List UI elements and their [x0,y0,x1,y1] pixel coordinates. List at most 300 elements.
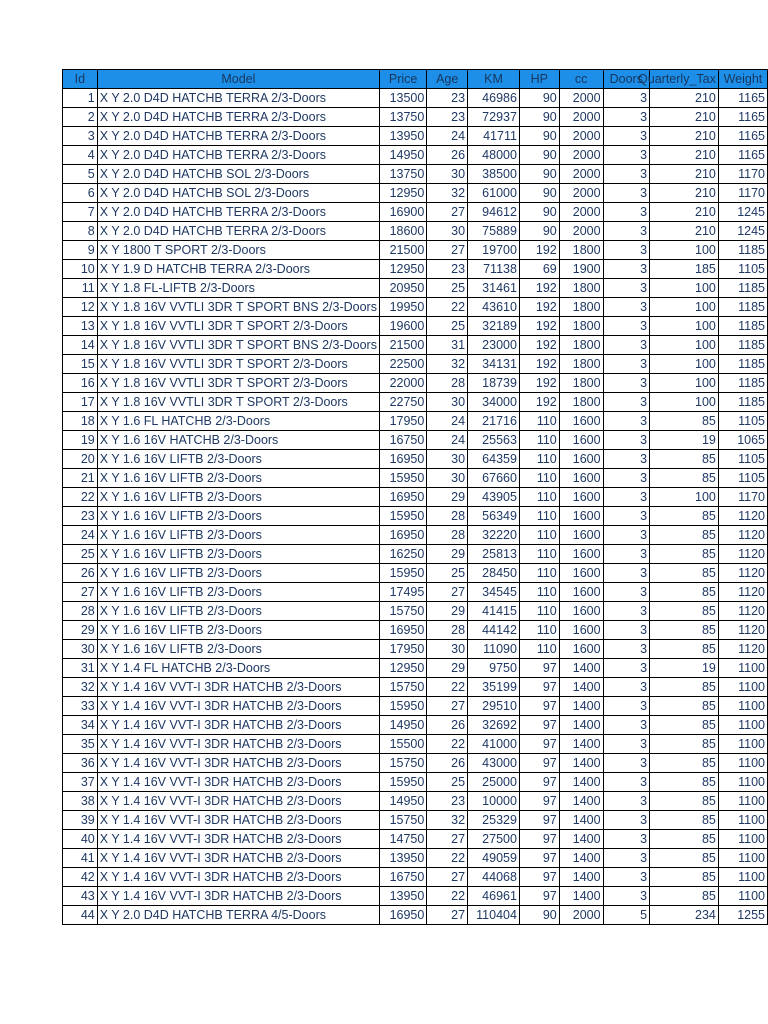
cell-age[interactable]: 23 [427,108,468,127]
cell-model[interactable]: X Y 1.6 16V LIFTB 2/3-Doors [97,602,379,621]
cell-doors[interactable]: 3 [603,697,649,716]
cell-age[interactable]: 26 [427,716,468,735]
cell-km[interactable]: 75889 [468,222,520,241]
cell-cc[interactable]: 2000 [559,89,603,108]
cell-id[interactable]: 42 [63,868,98,887]
cell-quarterly-tax[interactable]: 85 [650,773,719,792]
cell-hp[interactable]: 97 [519,735,559,754]
cell-id[interactable]: 20 [63,450,98,469]
cell-km[interactable]: 34545 [468,583,520,602]
cell-doors[interactable]: 3 [603,640,649,659]
cell-km[interactable]: 44068 [468,868,520,887]
cell-km[interactable]: 64359 [468,450,520,469]
cell-id[interactable]: 26 [63,564,98,583]
cell-weight[interactable]: 1120 [718,621,767,640]
cell-model[interactable]: X Y 1.6 16V LIFTB 2/3-Doors [97,564,379,583]
cell-hp[interactable]: 90 [519,222,559,241]
cell-cc[interactable]: 1600 [559,488,603,507]
cell-weight[interactable]: 1105 [718,412,767,431]
cell-hp[interactable]: 90 [519,906,559,925]
cell-quarterly-tax[interactable]: 85 [650,583,719,602]
cell-age[interactable]: 32 [427,811,468,830]
cell-cc[interactable]: 1600 [559,621,603,640]
cell-km[interactable]: 34000 [468,393,520,412]
cell-weight[interactable]: 1120 [718,545,767,564]
cell-id[interactable]: 30 [63,640,98,659]
cell-model[interactable]: X Y 1.6 16V LIFTB 2/3-Doors [97,583,379,602]
cell-price[interactable]: 18600 [379,222,426,241]
cell-age[interactable]: 30 [427,450,468,469]
cell-price[interactable]: 16950 [379,488,426,507]
cell-cc[interactable]: 1800 [559,374,603,393]
cell-hp[interactable]: 97 [519,754,559,773]
cell-age[interactable]: 22 [427,735,468,754]
cell-id[interactable]: 29 [63,621,98,640]
cell-doors[interactable]: 3 [603,317,649,336]
cell-id[interactable]: 17 [63,393,98,412]
cell-weight[interactable]: 1185 [718,393,767,412]
cell-model[interactable]: X Y 1.4 16V VVT-I 3DR HATCHB 2/3-Doors [97,811,379,830]
cell-price[interactable]: 15750 [379,602,426,621]
cell-km[interactable]: 43000 [468,754,520,773]
cell-km[interactable]: 44142 [468,621,520,640]
cell-model[interactable]: X Y 1.4 16V VVT-I 3DR HATCHB 2/3-Doors [97,887,379,906]
cell-weight[interactable]: 1100 [718,659,767,678]
cell-cc[interactable]: 1800 [559,298,603,317]
cell-price[interactable]: 19950 [379,298,426,317]
cell-age[interactable]: 22 [427,298,468,317]
cell-id[interactable]: 12 [63,298,98,317]
cell-price[interactable]: 12950 [379,659,426,678]
cell-cc[interactable]: 1600 [559,507,603,526]
cell-weight[interactable]: 1120 [718,564,767,583]
cell-weight[interactable]: 1185 [718,336,767,355]
cell-age[interactable]: 25 [427,279,468,298]
cell-doors[interactable]: 3 [603,165,649,184]
cell-quarterly-tax[interactable]: 210 [650,108,719,127]
cell-weight[interactable]: 1100 [718,849,767,868]
cell-age[interactable]: 31 [427,336,468,355]
cell-hp[interactable]: 90 [519,89,559,108]
cell-weight[interactable]: 1120 [718,640,767,659]
cell-doors[interactable]: 3 [603,811,649,830]
cell-model[interactable]: X Y 2.0 D4D HATCHB TERRA 2/3-Doors [97,108,379,127]
cell-price[interactable]: 16750 [379,868,426,887]
cell-doors[interactable]: 5 [603,906,649,925]
cell-id[interactable]: 27 [63,583,98,602]
cell-km[interactable]: 49059 [468,849,520,868]
cell-cc[interactable]: 1400 [559,849,603,868]
cell-doors[interactable]: 3 [603,849,649,868]
cell-age[interactable]: 30 [427,165,468,184]
cell-quarterly-tax[interactable]: 85 [650,450,719,469]
cell-id[interactable]: 28 [63,602,98,621]
cell-id[interactable]: 6 [63,184,98,203]
cell-hp[interactable]: 97 [519,830,559,849]
cell-weight[interactable]: 1185 [718,355,767,374]
cell-hp[interactable]: 110 [519,412,559,431]
cell-weight[interactable]: 1170 [718,488,767,507]
cell-doors[interactable]: 3 [603,127,649,146]
cell-hp[interactable]: 97 [519,678,559,697]
cell-id[interactable]: 10 [63,260,98,279]
cell-cc[interactable]: 1400 [559,754,603,773]
cell-quarterly-tax[interactable]: 85 [650,716,719,735]
cell-id[interactable]: 33 [63,697,98,716]
cell-model[interactable]: X Y 2.0 D4D HATCHB SOL 2/3-Doors [97,184,379,203]
cell-weight[interactable]: 1100 [718,754,767,773]
cell-quarterly-tax[interactable]: 234 [650,906,719,925]
cell-weight[interactable]: 1100 [718,811,767,830]
cell-doors[interactable]: 3 [603,393,649,412]
cell-model[interactable]: X Y 1.4 16V VVT-I 3DR HATCHB 2/3-Doors [97,678,379,697]
cell-quarterly-tax[interactable]: 19 [650,431,719,450]
cell-doors[interactable]: 3 [603,830,649,849]
cell-doors[interactable]: 3 [603,89,649,108]
cell-quarterly-tax[interactable]: 100 [650,241,719,260]
cell-weight[interactable]: 1100 [718,830,767,849]
cell-id[interactable]: 15 [63,355,98,374]
cell-cc[interactable]: 1400 [559,811,603,830]
cell-hp[interactable]: 110 [519,507,559,526]
cell-doors[interactable]: 3 [603,887,649,906]
cell-quarterly-tax[interactable]: 210 [650,222,719,241]
cell-doors[interactable]: 3 [603,241,649,260]
cell-price[interactable]: 17950 [379,640,426,659]
cell-hp[interactable]: 97 [519,868,559,887]
cell-model[interactable]: X Y 1.6 16V LIFTB 2/3-Doors [97,545,379,564]
cell-weight[interactable]: 1120 [718,583,767,602]
cell-age[interactable]: 30 [427,640,468,659]
cell-age[interactable]: 32 [427,184,468,203]
cell-doors[interactable]: 3 [603,545,649,564]
cell-hp[interactable]: 110 [519,602,559,621]
cell-doors[interactable]: 3 [603,146,649,165]
cell-price[interactable]: 14950 [379,792,426,811]
cell-id[interactable]: 16 [63,374,98,393]
header-cell-id[interactable]: Id [63,70,98,89]
cell-cc[interactable]: 1400 [559,868,603,887]
cell-id[interactable]: 35 [63,735,98,754]
cell-id[interactable]: 43 [63,887,98,906]
cell-weight[interactable]: 1120 [718,526,767,545]
cell-hp[interactable]: 192 [519,355,559,374]
cell-weight[interactable]: 1100 [718,735,767,754]
cell-quarterly-tax[interactable]: 19 [650,659,719,678]
cell-age[interactable]: 29 [427,602,468,621]
cell-model[interactable]: X Y 1.6 16V LIFTB 2/3-Doors [97,507,379,526]
cell-quarterly-tax[interactable]: 210 [650,203,719,222]
cell-price[interactable]: 16900 [379,203,426,222]
cell-model[interactable]: X Y 1.8 16V VVTLI 3DR T SPORT BNS 2/3-Doors [97,298,379,317]
cell-quarterly-tax[interactable]: 85 [650,792,719,811]
cell-hp[interactable]: 97 [519,716,559,735]
cell-km[interactable]: 41000 [468,735,520,754]
cell-hp[interactable]: 90 [519,165,559,184]
cell-id[interactable]: 22 [63,488,98,507]
cell-cc[interactable]: 1400 [559,678,603,697]
cell-doors[interactable]: 3 [603,298,649,317]
cell-model[interactable]: X Y 1.6 16V LIFTB 2/3-Doors [97,526,379,545]
cell-price[interactable]: 15500 [379,735,426,754]
cell-age[interactable]: 26 [427,754,468,773]
cell-quarterly-tax[interactable]: 210 [650,184,719,203]
cell-model[interactable]: X Y 1.6 16V LIFTB 2/3-Doors [97,621,379,640]
cell-model[interactable]: X Y 1.4 16V VVT-I 3DR HATCHB 2/3-Doors [97,716,379,735]
cell-quarterly-tax[interactable]: 85 [650,564,719,583]
cell-model[interactable]: X Y 1.8 16V VVTLI 3DR T SPORT 2/3-Doors [97,393,379,412]
cell-km[interactable]: 46961 [468,887,520,906]
cell-cc[interactable]: 1400 [559,887,603,906]
cell-price[interactable]: 14950 [379,146,426,165]
cell-hp[interactable]: 90 [519,108,559,127]
cell-age[interactable]: 29 [427,659,468,678]
cell-model[interactable]: X Y 1.4 FL HATCHB 2/3-Doors [97,659,379,678]
cell-model[interactable]: X Y 1.4 16V VVT-I 3DR HATCHB 2/3-Doors [97,754,379,773]
cell-id[interactable]: 24 [63,526,98,545]
cell-price[interactable]: 12950 [379,260,426,279]
cell-doors[interactable]: 3 [603,412,649,431]
cell-quarterly-tax[interactable]: 85 [650,412,719,431]
cell-quarterly-tax[interactable]: 100 [650,279,719,298]
cell-hp[interactable]: 90 [519,203,559,222]
cell-hp[interactable]: 110 [519,488,559,507]
cell-price[interactable]: 16950 [379,621,426,640]
cell-km[interactable]: 94612 [468,203,520,222]
cell-id[interactable]: 38 [63,792,98,811]
cell-quarterly-tax[interactable]: 100 [650,336,719,355]
cell-cc[interactable]: 2000 [559,906,603,925]
cell-weight[interactable]: 1165 [718,89,767,108]
cell-price[interactable]: 15950 [379,564,426,583]
cell-hp[interactable]: 110 [519,526,559,545]
cell-price[interactable]: 13950 [379,127,426,146]
cell-km[interactable]: 41415 [468,602,520,621]
cell-id[interactable]: 40 [63,830,98,849]
cell-cc[interactable]: 1400 [559,659,603,678]
cell-model[interactable]: X Y 1.4 16V VVT-I 3DR HATCHB 2/3-Doors [97,792,379,811]
cell-id[interactable]: 8 [63,222,98,241]
cell-weight[interactable]: 1185 [718,241,767,260]
cell-quarterly-tax[interactable]: 100 [650,298,719,317]
cell-id[interactable]: 13 [63,317,98,336]
cell-model[interactable]: X Y 1.8 FL-LIFTB 2/3-Doors [97,279,379,298]
cell-price[interactable]: 13750 [379,165,426,184]
cell-age[interactable]: 26 [427,146,468,165]
cell-weight[interactable]: 1165 [718,127,767,146]
cell-price[interactable]: 15750 [379,754,426,773]
cell-cc[interactable]: 1600 [559,412,603,431]
cell-km[interactable]: 25813 [468,545,520,564]
cell-km[interactable]: 29510 [468,697,520,716]
cell-model[interactable]: X Y 1.6 16V LIFTB 2/3-Doors [97,640,379,659]
cell-model[interactable]: X Y 2.0 D4D HATCHB TERRA 2/3-Doors [97,127,379,146]
cell-hp[interactable]: 110 [519,640,559,659]
cell-quarterly-tax[interactable]: 85 [650,849,719,868]
cell-id[interactable]: 1 [63,89,98,108]
cell-price[interactable]: 13950 [379,887,426,906]
cell-cc[interactable]: 1800 [559,317,603,336]
cell-km[interactable]: 27500 [468,830,520,849]
cell-quarterly-tax[interactable]: 85 [650,868,719,887]
cell-id[interactable]: 9 [63,241,98,260]
cell-cc[interactable]: 1600 [559,583,603,602]
cell-hp[interactable]: 192 [519,393,559,412]
cell-quarterly-tax[interactable]: 100 [650,355,719,374]
cell-model[interactable]: X Y 1.8 16V VVTLI 3DR T SPORT 2/3-Doors [97,355,379,374]
cell-quarterly-tax[interactable]: 85 [650,697,719,716]
header-cell-model[interactable]: Model [97,70,379,89]
cell-age[interactable]: 24 [427,127,468,146]
cell-doors[interactable]: 3 [603,469,649,488]
cell-model[interactable]: X Y 2.0 D4D HATCHB TERRA 2/3-Doors [97,203,379,222]
cell-weight[interactable]: 1165 [718,146,767,165]
cell-doors[interactable]: 3 [603,355,649,374]
cell-doors[interactable]: 3 [603,754,649,773]
cell-price[interactable]: 16250 [379,545,426,564]
cell-price[interactable]: 15950 [379,697,426,716]
cell-doors[interactable]: 3 [603,184,649,203]
cell-cc[interactable]: 1600 [559,450,603,469]
cell-km[interactable]: 10000 [468,792,520,811]
cell-age[interactable]: 28 [427,621,468,640]
cell-id[interactable]: 3 [63,127,98,146]
cell-quarterly-tax[interactable]: 210 [650,127,719,146]
cell-age[interactable]: 24 [427,412,468,431]
cell-doors[interactable]: 3 [603,735,649,754]
cell-hp[interactable]: 110 [519,450,559,469]
cell-quarterly-tax[interactable]: 85 [650,887,719,906]
header-cell-age[interactable]: Age [427,70,468,89]
cell-doors[interactable]: 3 [603,792,649,811]
header-cell-cc[interactable]: cc [559,70,603,89]
cell-km[interactable]: 25329 [468,811,520,830]
cell-weight[interactable]: 1100 [718,792,767,811]
cell-hp[interactable]: 110 [519,621,559,640]
cell-weight[interactable]: 1105 [718,260,767,279]
cell-cc[interactable]: 1400 [559,697,603,716]
cell-weight[interactable]: 1185 [718,298,767,317]
cell-id[interactable]: 41 [63,849,98,868]
cell-cc[interactable]: 1400 [559,773,603,792]
cell-cc[interactable]: 2000 [559,203,603,222]
cell-doors[interactable]: 3 [603,716,649,735]
cell-age[interactable]: 32 [427,355,468,374]
cell-weight[interactable]: 1245 [718,203,767,222]
cell-doors[interactable]: 3 [603,526,649,545]
header-cell-quarterly-tax[interactable]: Quarterly_Tax [650,70,719,89]
cell-age[interactable]: 23 [427,260,468,279]
cell-quarterly-tax[interactable]: 85 [650,469,719,488]
cell-cc[interactable]: 2000 [559,165,603,184]
cell-km[interactable]: 23000 [468,336,520,355]
cell-cc[interactable]: 2000 [559,222,603,241]
cell-doors[interactable]: 3 [603,108,649,127]
cell-age[interactable]: 22 [427,887,468,906]
cell-cc[interactable]: 1400 [559,830,603,849]
cell-km[interactable]: 67660 [468,469,520,488]
cell-model[interactable]: X Y 2.0 D4D HATCHB TERRA 2/3-Doors [97,89,379,108]
cell-price[interactable]: 16950 [379,526,426,545]
cell-cc[interactable]: 1800 [559,393,603,412]
cell-price[interactable]: 15750 [379,811,426,830]
cell-km[interactable]: 41711 [468,127,520,146]
cell-weight[interactable]: 1165 [718,108,767,127]
cell-weight[interactable]: 1100 [718,678,767,697]
cell-hp[interactable]: 192 [519,298,559,317]
cell-cc[interactable]: 2000 [559,184,603,203]
cell-km[interactable]: 43610 [468,298,520,317]
cell-cc[interactable]: 1600 [559,564,603,583]
cell-km[interactable]: 21716 [468,412,520,431]
cell-doors[interactable]: 3 [603,659,649,678]
cell-id[interactable]: 21 [63,469,98,488]
cell-doors[interactable]: 3 [603,602,649,621]
cell-km[interactable]: 46986 [468,89,520,108]
cell-km[interactable]: 18739 [468,374,520,393]
cell-km[interactable]: 9750 [468,659,520,678]
cell-km[interactable]: 34131 [468,355,520,374]
cell-doors[interactable]: 3 [603,260,649,279]
cell-km[interactable]: 110404 [468,906,520,925]
cell-cc[interactable]: 1800 [559,355,603,374]
cell-hp[interactable]: 90 [519,127,559,146]
cell-quarterly-tax[interactable]: 85 [650,830,719,849]
cell-doors[interactable]: 3 [603,507,649,526]
cell-price[interactable]: 17495 [379,583,426,602]
cell-age[interactable]: 27 [427,868,468,887]
cell-cc[interactable]: 1800 [559,336,603,355]
cell-quarterly-tax[interactable]: 210 [650,89,719,108]
cell-hp[interactable]: 97 [519,792,559,811]
cell-cc[interactable]: 1600 [559,526,603,545]
cell-id[interactable]: 14 [63,336,98,355]
cell-age[interactable]: 30 [427,222,468,241]
cell-cc[interactable]: 1400 [559,716,603,735]
cell-model[interactable]: X Y 1.6 16V LIFTB 2/3-Doors [97,450,379,469]
cell-id[interactable]: 11 [63,279,98,298]
cell-price[interactable]: 22750 [379,393,426,412]
cell-hp[interactable]: 97 [519,811,559,830]
cell-id[interactable]: 31 [63,659,98,678]
cell-model[interactable]: X Y 1.8 16V VVTLI 3DR T SPORT 2/3-Doors [97,317,379,336]
cell-model[interactable]: X Y 2.0 D4D HATCHB TERRA 2/3-Doors [97,222,379,241]
cell-quarterly-tax[interactable]: 210 [650,146,719,165]
cell-model[interactable]: X Y 1.8 16V VVTLI 3DR T SPORT BNS 2/3-Doors [97,336,379,355]
cell-weight[interactable]: 1100 [718,716,767,735]
cell-id[interactable]: 2 [63,108,98,127]
cell-price[interactable]: 22000 [379,374,426,393]
cell-hp[interactable]: 69 [519,260,559,279]
cell-weight[interactable]: 1065 [718,431,767,450]
cell-quarterly-tax[interactable]: 100 [650,393,719,412]
cell-hp[interactable]: 110 [519,545,559,564]
header-cell-km[interactable]: KM [468,70,520,89]
cell-quarterly-tax[interactable]: 85 [650,602,719,621]
cell-price[interactable]: 13500 [379,89,426,108]
cell-age[interactable]: 25 [427,317,468,336]
cell-price[interactable]: 15950 [379,469,426,488]
cell-quarterly-tax[interactable]: 100 [650,488,719,507]
cell-weight[interactable]: 1170 [718,165,767,184]
header-cell-weight[interactable]: Weight [718,70,767,89]
cell-cc[interactable]: 1900 [559,260,603,279]
cell-hp[interactable]: 192 [519,317,559,336]
cell-model[interactable]: X Y 1.6 FL HATCHB 2/3-Doors [97,412,379,431]
cell-hp[interactable]: 97 [519,659,559,678]
cell-id[interactable]: 34 [63,716,98,735]
cell-doors[interactable]: 3 [603,203,649,222]
